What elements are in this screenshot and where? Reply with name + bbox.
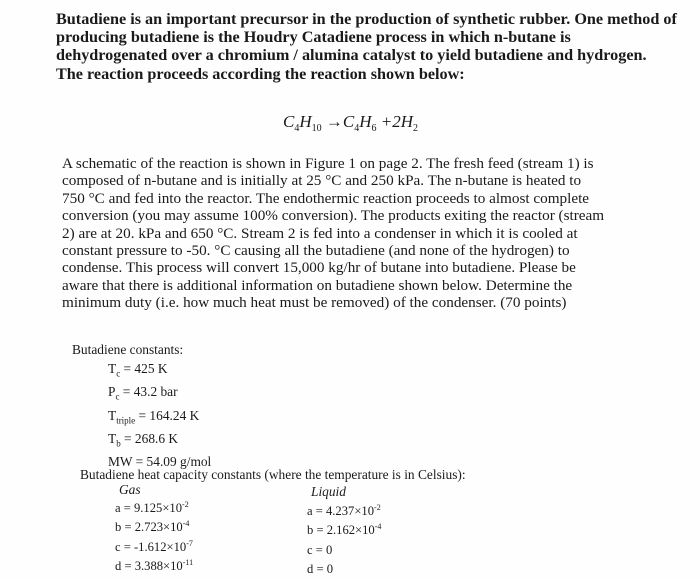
constants-title: Butadiene constants: xyxy=(72,342,184,357)
schematic-paragraph xyxy=(62,155,662,312)
reaction-equation: $C_4H_{10} \to C_4H_6 +2H_2$ xyxy=(283,112,418,134)
schematic-line: aware that there is additional information on butadiene shown below. Determine the xyxy=(62,276,573,294)
gas-a: $a = 9.125\times 10^{-2}$ xyxy=(115,500,189,515)
constants-list xyxy=(108,360,211,471)
liquid-constants xyxy=(307,500,381,578)
schematic-line: 2) are at 20. kPa and 650 °C. Stream 2 is fed into a condenser in which it is cooled at xyxy=(62,224,578,242)
gas-d: $d = 3.388\times 10^{-11}$ xyxy=(115,558,194,574)
schematic-line: A schematic of the reaction is shown in Figure 1 on page 2. The fresh feed (stream 1) is xyxy=(62,155,594,172)
triple-point-temperature: $T_{triple} = 164.24$ K xyxy=(108,407,200,426)
schematic-line: minimum duty (i.e. how much heat must be removed) of the condenser. (70 points) xyxy=(62,294,567,312)
gas-c: $c = -1.612\times 10^{-7}$ xyxy=(115,538,193,554)
liquid-d: d = 0 xyxy=(307,562,333,577)
gas-b: $b = 2.723\times 10^{-4}$ xyxy=(115,519,190,535)
liquid-label: Liquid xyxy=(311,484,346,499)
liquid-a: $a = 4.237\times 10^{-2}$ xyxy=(307,503,381,518)
boiling-temperature: $T_b = 268.6$ K xyxy=(108,430,179,449)
schematic-line: 750 °C and fed into the reactor. The endothermic reaction proceeds to almost complete xyxy=(62,189,590,207)
heat-capacity-title: Butadiene heat capacity constants (where the temperature is in Celsius): xyxy=(80,467,466,482)
molecular-weight: MW = 54.09 g/mol xyxy=(108,454,212,470)
intro-line: The reaction proceeds according the reaction shown below: xyxy=(56,64,465,83)
schematic-line: composed of n-butane and is initially at 25 °C and 250 kPa. The n-butane is heated to xyxy=(62,172,582,190)
intro-paragraph xyxy=(56,10,696,83)
critical-temperature: $T_c = 425$ K xyxy=(108,361,168,379)
liquid-c: c = 0 xyxy=(307,542,333,557)
intro-line: dehydrogenated over a chromium / alumina catalyst to yield butadiene and hydrogen. xyxy=(56,46,647,65)
gas-label: Gas xyxy=(119,482,141,497)
gas-constants xyxy=(115,497,193,575)
schematic-line: condense. This process will convert 15,000 kg/hr of butane into butadiene. Please be xyxy=(62,259,576,277)
intro-line: Butadiene is an important precursor in the production of synthetic rubber. One method of xyxy=(56,10,677,28)
intro-line: producing butadiene is the Houdry Catadiene process in which n-butane is xyxy=(56,28,571,47)
reaction-arrow: → xyxy=(325,112,343,131)
schematic-line: conversion (you may assume 100% conversion). The products exiting the reactor (stream xyxy=(62,207,605,225)
schematic-line: constant pressure to -50. °C causing all the butadiene (and none of the hydrogen) to xyxy=(62,242,570,260)
liquid-b: $b = 2.162\times 10^{-4}$ xyxy=(307,522,382,538)
critical-pressure: $P_c = 43.2$ bar xyxy=(108,384,178,402)
